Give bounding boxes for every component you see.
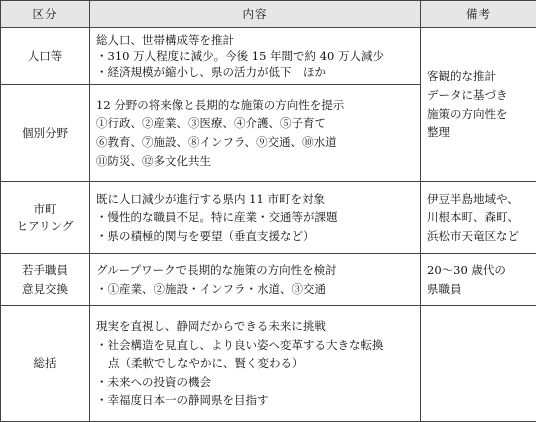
remarks-cell (421, 254, 536, 306)
header-row (1, 1, 536, 28)
content-line: ・①産業、②施設・インフラ・水道、③交通 (96, 281, 326, 296)
remarks-line: 整理 (427, 125, 450, 140)
remarks-line: 県職員 (427, 281, 462, 296)
category-cell (1, 254, 90, 306)
content-line: ・未来への投資の機会 (96, 374, 211, 389)
row-population (1, 28, 536, 85)
category-label: 意見交換 (22, 281, 68, 296)
category-label: 人口等 (27, 48, 63, 63)
content-line: ・経済規模が縮小し、県の活力が低下 ほか (96, 65, 326, 80)
category-cell (1, 306, 90, 422)
remarks-line: 川根本町、森町、 (427, 210, 519, 225)
category-label: 若手職員 (22, 262, 68, 277)
remarks-line: 施策の方向性を (427, 106, 508, 121)
content-cell (90, 254, 421, 306)
content-cell (90, 182, 421, 254)
remarks-cell (421, 182, 536, 254)
content-line: 総人口、世帯構成等を推計 (96, 32, 234, 47)
content-cell (90, 28, 421, 85)
row-summary (1, 306, 536, 422)
content-line: ⑪防災、⑫多文化共生 (96, 153, 211, 168)
content-line: ・社会構造を見直し、より良い姿へ変革する大きな転換 (96, 337, 384, 352)
remarks-line: 客観的な推計 (427, 69, 496, 84)
remarks-line: 20～30 歳代の (427, 262, 506, 277)
category-label: 個別分野 (22, 125, 68, 140)
remarks-cell-merged (421, 28, 536, 182)
content-line: ・県の積極的関与を要望（垂直支援など） (96, 228, 315, 243)
category-cell (1, 182, 90, 254)
row-municipal-hearing (1, 182, 536, 254)
category-label: 総括 (33, 356, 57, 371)
content-cell (90, 306, 421, 422)
content-line: 点（柔軟でしなやかに、賢く変わる） (108, 356, 304, 371)
remarks-line: データに基づき (427, 87, 508, 102)
content-line: ⑥教育、⑦施設、⑧インフラ、⑨交通、⑩水道 (96, 135, 337, 149)
remarks-cell-empty (421, 306, 536, 422)
content-line: 現実を直視し、静岡だからできる未来に挑戦 (96, 318, 326, 333)
category-label: 市町 (33, 202, 57, 217)
category-cell (1, 28, 90, 85)
remarks-line: 浜松市天竜区など (427, 228, 519, 243)
header-remarks: 備考 (421, 1, 536, 28)
remarks-line: 伊豆半島地域や、 (427, 191, 519, 206)
content-line: 既に人口減少が進行する県内 11 市町を対象 (96, 191, 325, 206)
header-content: 内容 (90, 1, 421, 28)
content-cell (90, 85, 421, 182)
content-line: ・幸福度日本一の静岡県を目指す (96, 393, 269, 408)
header-category: 区分 (1, 1, 90, 28)
row-young-staff (1, 254, 536, 306)
category-cell (1, 85, 90, 182)
category-label: ヒアリング (16, 218, 74, 233)
content-line: 12 分野の将来像と長期的な施策の方向性を提示 (96, 97, 345, 112)
content-line: ・慢性的な職員不足。特に産業・交通等が課題 (96, 210, 338, 225)
content-line: グループワークで長期的な施策の方向性を検討 (96, 262, 337, 277)
content-line: ①行政、②産業、③医療、④介護、⑤子育て (96, 116, 326, 131)
content-line: ・310 万人程度に減少。今後 15 年間で約 40 万人減少 (96, 48, 384, 63)
